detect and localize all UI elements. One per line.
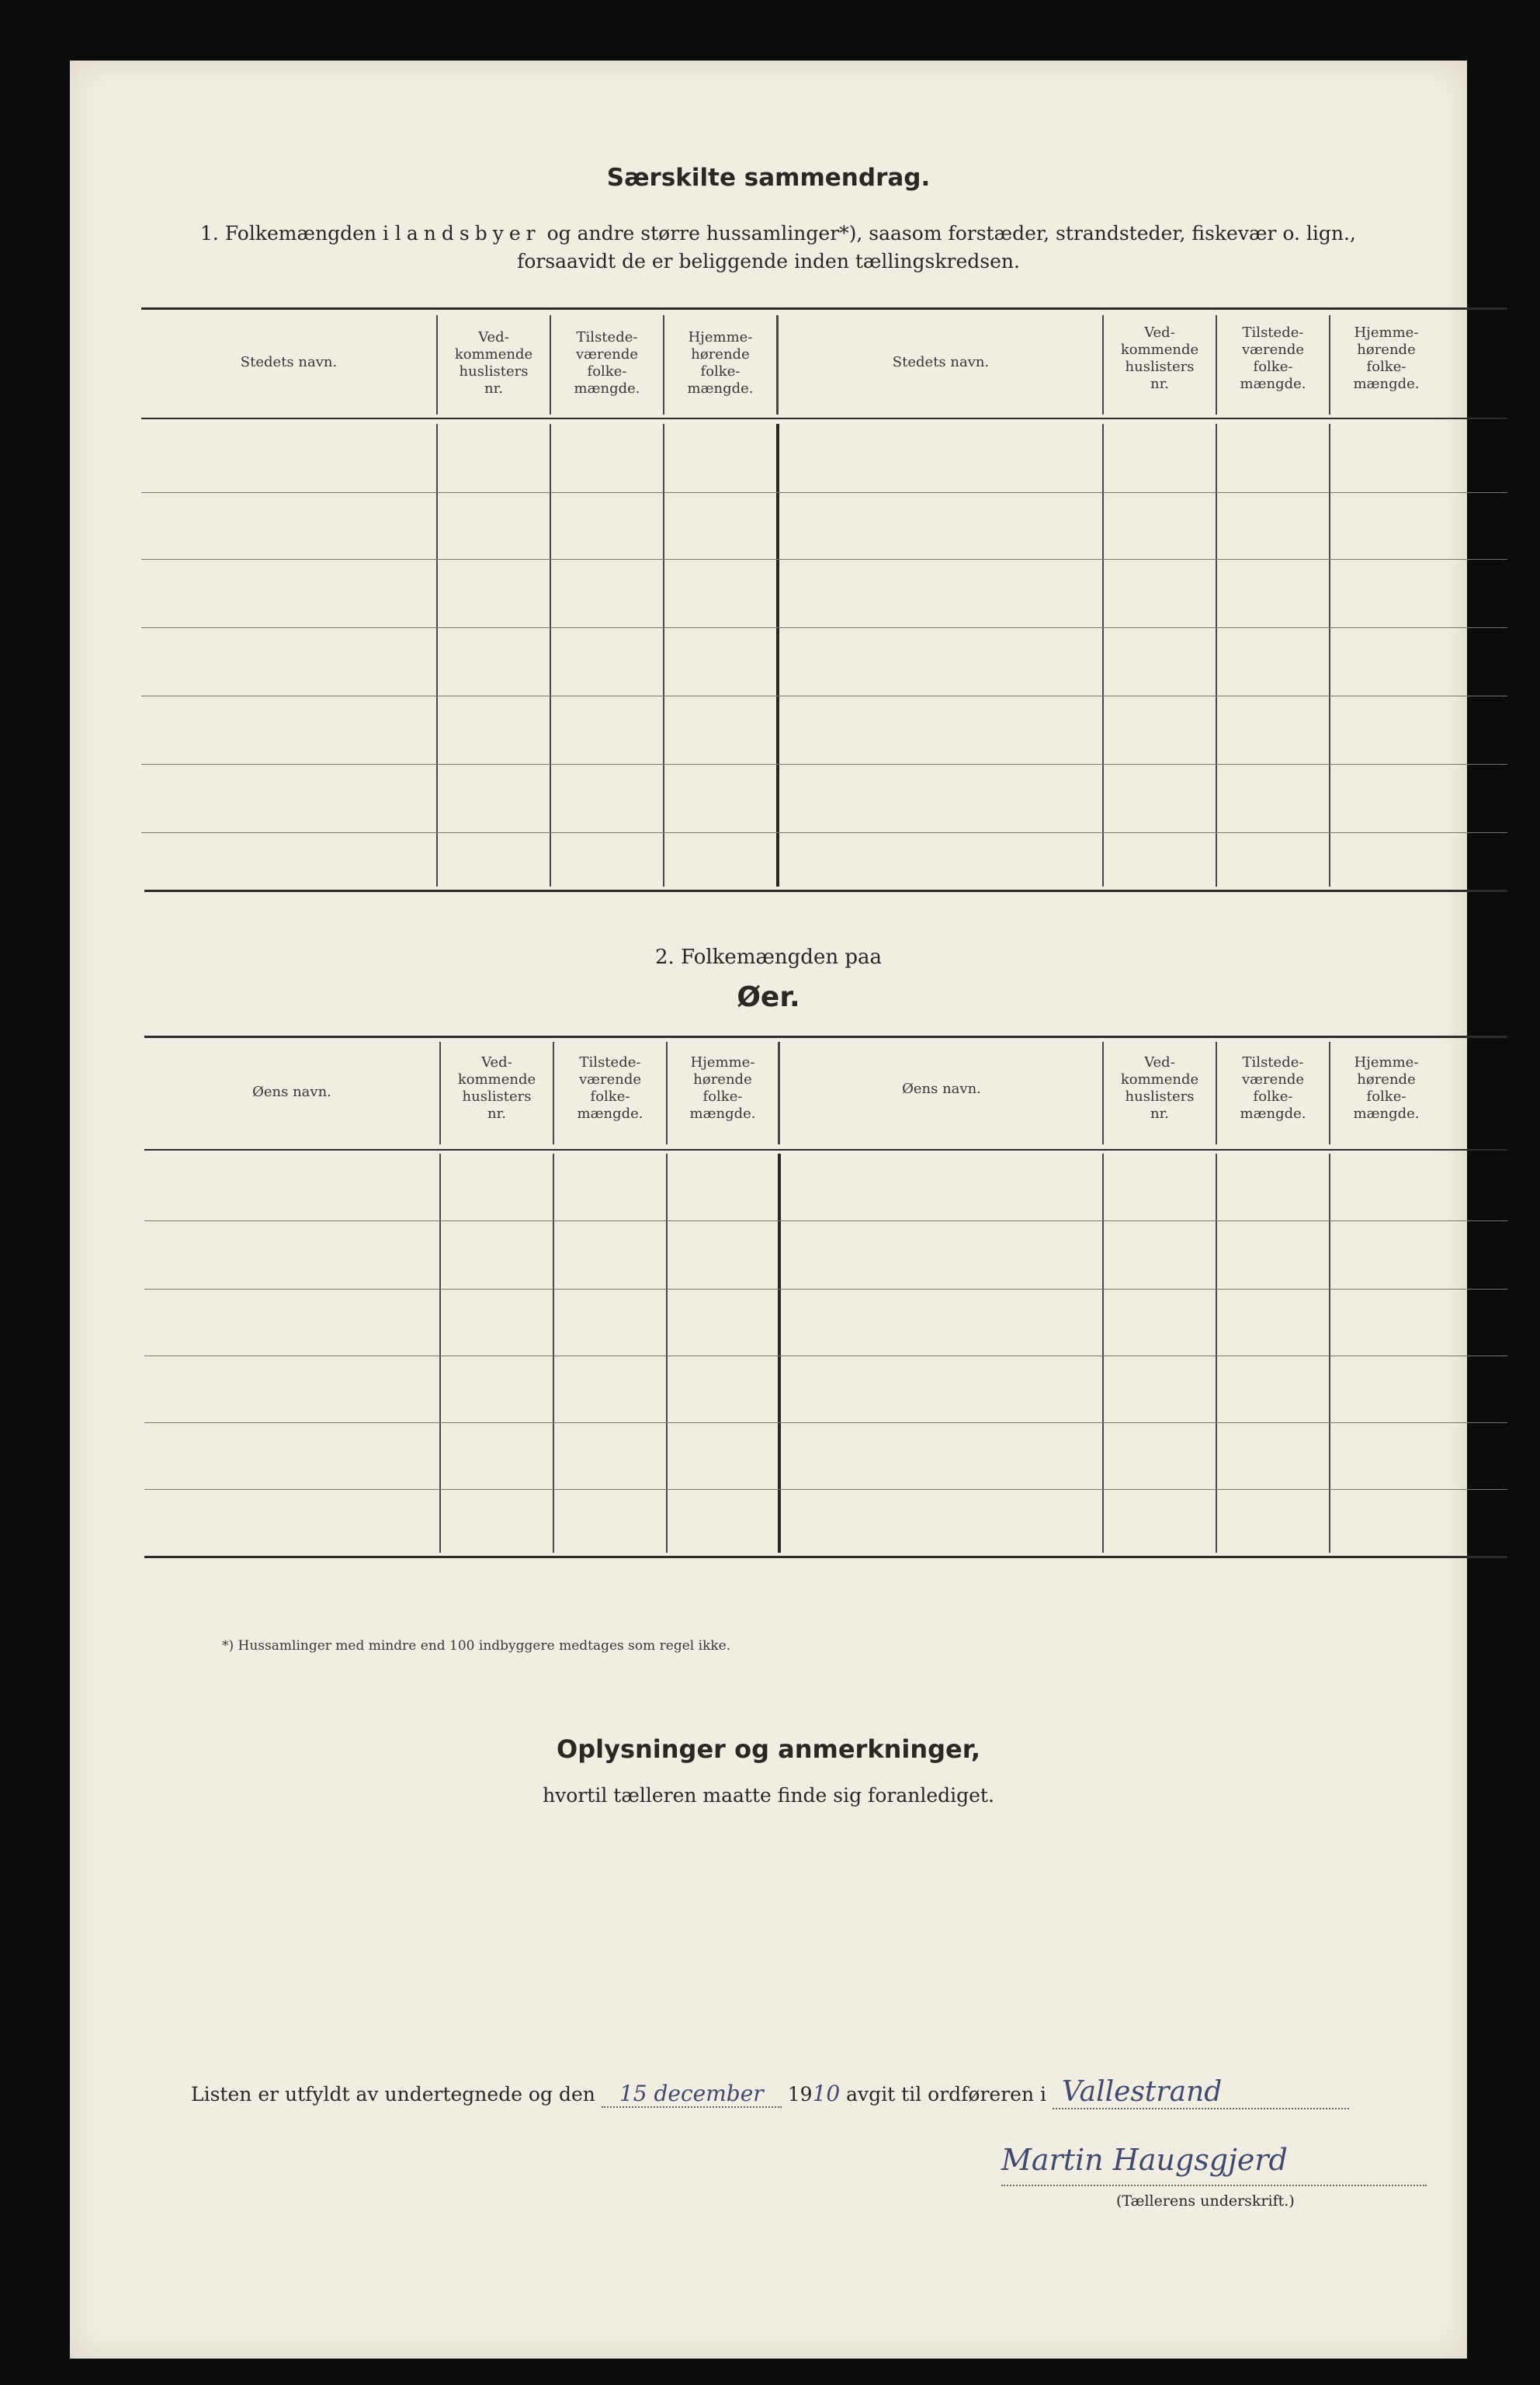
- table1-header-houselist-right: Ved- kommende huslisters nr.: [1120, 325, 1199, 392]
- remarks-title: Oplysninger og anmerkninger,: [557, 1734, 980, 1764]
- table1-header-rule: [141, 418, 1507, 419]
- signature-caption: (Tællerens underskrift.): [1116, 2192, 1295, 2210]
- table1-top-rule: [141, 307, 1507, 310]
- signature-line: [1001, 2185, 1427, 2186]
- table2-header-present-right: Tilstede- værende folke- mængde.: [1240, 1054, 1306, 1122]
- signoff-line: [191, 2076, 1349, 2109]
- census-form-page: [70, 61, 1467, 2359]
- signoff-text-b: avgit til ordføreren i: [846, 2083, 1047, 2106]
- section1-text-a: Folkemængden i: [224, 222, 389, 245]
- section2-heading: 2. Folkemængden paa: [655, 946, 882, 969]
- remarks-subtitle: hvortil tælleren maatte finde sig foranlediget.: [543, 1784, 994, 1807]
- table2-header-island-right: Øens navn.: [902, 1081, 981, 1097]
- table2-header-island-left: Øens navn.: [252, 1084, 331, 1100]
- table1-bottom-rule: [144, 890, 1507, 892]
- signoff-place: Vallestrand: [1053, 2076, 1349, 2109]
- section1-number: 1.: [200, 222, 219, 245]
- table2-header-houselist-left: Ved- kommende huslisters nr.: [457, 1054, 536, 1122]
- signoff-text-a: Listen er utfyldt av undertegnede og den: [191, 2083, 595, 2106]
- signoff-year: 10: [812, 2081, 841, 2106]
- table2-header-rule: [144, 1149, 1507, 1151]
- table2-header-houselist-right: Ved- kommende huslisters nr.: [1120, 1054, 1199, 1122]
- signoff-year-prefix: 19: [787, 2083, 813, 2106]
- table2-header-resident-left: Hjemme- hørende folke- mængde.: [689, 1054, 756, 1122]
- table1-header-resident-right: Hjemme- hørende folke- mængde.: [1353, 325, 1420, 392]
- table1-center-divider: [776, 424, 779, 887]
- table2-header-present-left: Tilstede- værende folke- mængde.: [577, 1054, 643, 1122]
- table1-header-resident-left: Hjemme- hørende folke- mængde.: [687, 329, 754, 397]
- enumerator-signature: Martin Haugsgjerd: [1001, 2143, 1288, 2177]
- table1-header-present-left: Tilstede- værende folke- mængde.: [574, 329, 640, 397]
- section1-text-b: og andre større hussamlinger*), saasom forstæder, strandsteder, fiskevær o. lign.,: [546, 222, 1356, 245]
- section1-intro-line1: [200, 222, 1356, 245]
- footnote: *) Hussamlinger med mindre end 100 indbyggere medtages som regel ikke.: [222, 1638, 731, 1654]
- section1-spaced-word: landsbyer: [394, 222, 541, 245]
- table1-header-place-right: Stedets navn.: [892, 354, 990, 370]
- page-title: Særskilte sammendrag.: [606, 164, 931, 192]
- table1-header-present-right: Tilstede- værende folke- mængde.: [1240, 325, 1306, 392]
- table2-top-rule: [144, 1036, 1507, 1038]
- section1-intro-line2: forsaavidt de er beliggende inden tællingskredsen.: [517, 250, 1020, 273]
- table2-header-resident-right: Hjemme- hørende folke- mængde.: [1353, 1054, 1420, 1122]
- table1-header-houselist-left: Ved- kommende huslisters nr.: [454, 329, 533, 397]
- section2-title: Øer.: [737, 981, 800, 1013]
- table2-bottom-rule: [144, 1556, 1507, 1558]
- table1-header-place-left: Stedets navn.: [240, 354, 338, 370]
- table2-center-divider: [778, 1154, 781, 1553]
- signoff-date: 15 december: [602, 2081, 782, 2108]
